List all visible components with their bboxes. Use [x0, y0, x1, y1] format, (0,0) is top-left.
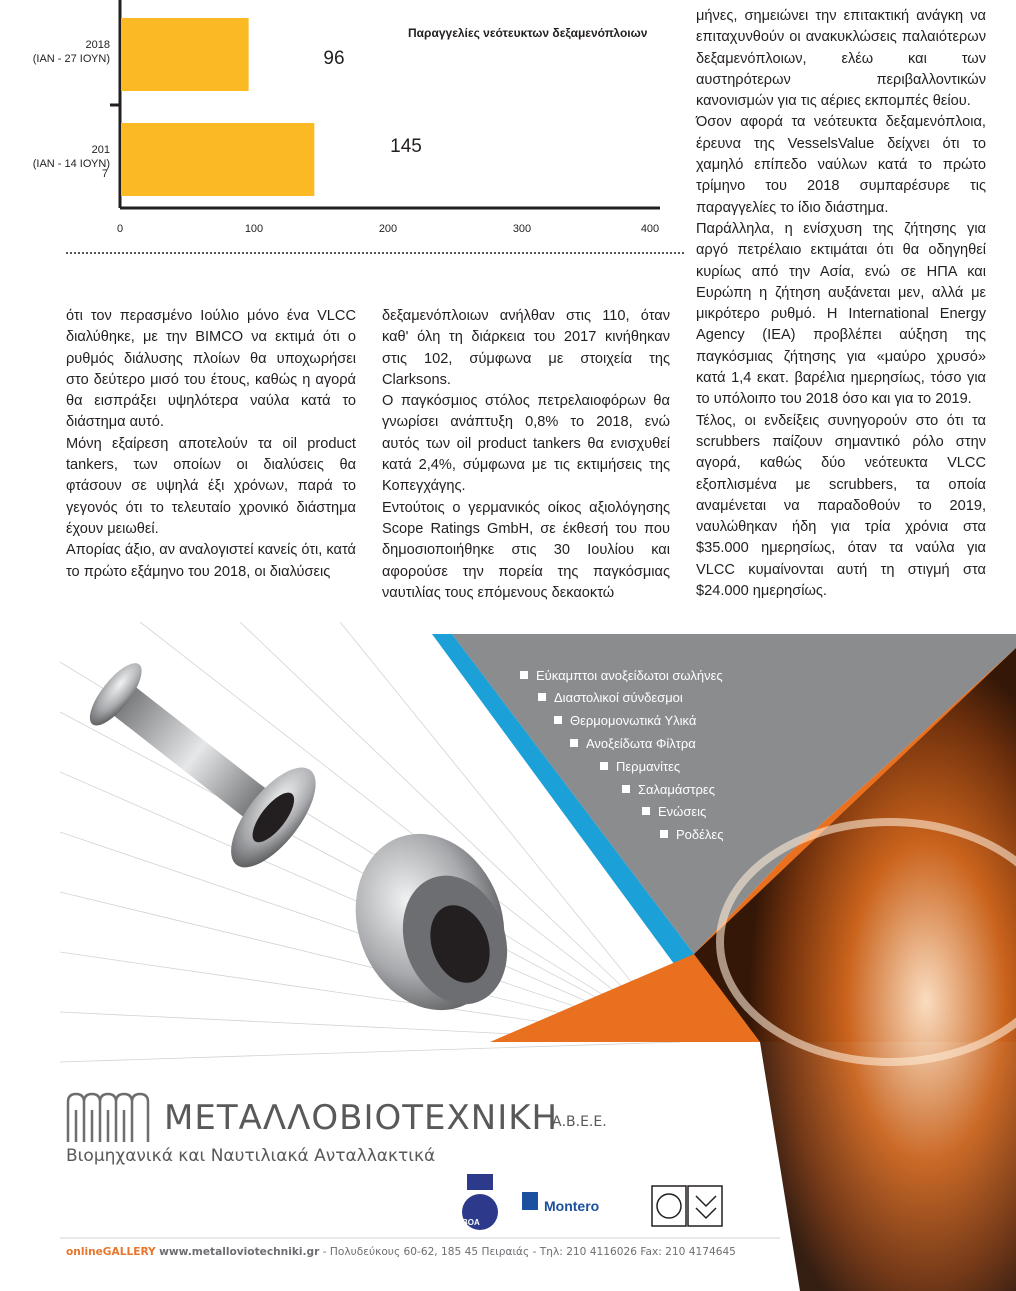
- contact-address: - Πολυδεύκους 60-62, 185 45 Πειραιάς - Τηλ: 210 4116026 Fax: 210 4174645: [319, 1246, 736, 1258]
- product-label: Σαλαμάστρες: [638, 782, 715, 797]
- montero-logo-mark: [522, 1192, 538, 1210]
- ad-footer: [66, 1246, 736, 1258]
- article-paragraph: Τέλος, οι ενδείξεις συνηγορούν στο ότι τα scrubbers παίζουν σημαντικό ρόλο στην αγορά, καθώς δύο νεότευκτα VLCC εξοπλισμένα με scrubbers, τα οποία αναμένεται να παραδοθούν το 2019, ναυλώθηκαν ήδη για τρία χρόνια στα $35.000 ημερησίως, όταν τα ναύλα για VLCC κυμαίνονται αυτή τη στιγμή στα $24.000 ημερησίως.: [696, 412, 986, 600]
- product-label: Ενώσεις: [658, 804, 707, 819]
- metalloviotechniki-advertisement: [60, 622, 1016, 1291]
- article-paragraph: Ο παγκόσμιος στόλος πετρελαιοφόρων θα γνωρίσει ανάπτυξη 0,8% το 2018, ενώ αυτός των oil product tankers θα ενισχυθεί κατά 2,4%, σύμφωνα με τις εκτιμήσεις της Κοπεγχάγης.: [382, 393, 670, 495]
- bullet-square-icon: [660, 830, 668, 838]
- online-gallery-label: onlineGALLERY: [66, 1246, 156, 1258]
- product-label: Περμανίτες: [616, 759, 681, 774]
- bullet-square-icon: [600, 762, 608, 770]
- product-item: [520, 668, 723, 683]
- category-label: 2018: [85, 39, 110, 51]
- montero-label: Montero: [544, 1198, 600, 1214]
- category-label: (ΙΑΝ - 14 ΙΟΥΝ): [32, 158, 110, 170]
- product-item: [660, 827, 724, 842]
- article-paragraph: Μόνη εξαίρεση αποτελούν τα oil product tankers, των οποίων οι διαλύσεις θα φτάσουν σε υψηλά έξι χρόνων, παρά το γεγονός ότι το τελευταίο χρονικό διάστημα έχουν μειωθεί.: [66, 435, 356, 537]
- product-list: [60, 622, 1016, 882]
- website-link[interactable]: www.metalloviotechniki.gr: [159, 1246, 320, 1258]
- article-paragraph: Απορίας άξιο, αν αναλογιστεί κανείς ότι, κατά το πρώτο εξάμηνο του 2018, οι διαλύσεις: [66, 542, 356, 580]
- category-label: 201: [91, 144, 110, 156]
- article-column-1: [66, 306, 356, 583]
- product-label: Ροδέλες: [676, 827, 724, 842]
- bullet-square-icon: [520, 671, 528, 679]
- article-paragraph: Εντούτοις ο γερμανικός οίκος αξιολόγησης Scope Ratings GmbH, σε έκθεσή του που δημοσιοποιήθηκε στις 30 Ιουλίου και αφορούσε την πορεία της παγκόσμιας ναυτιλίας τους επόμενους δεκαοκτώ: [382, 499, 670, 601]
- article-column-2: [382, 306, 670, 604]
- article-column-3: [696, 6, 986, 602]
- x-tick-label: 400: [640, 223, 660, 235]
- brand-block: [66, 1090, 666, 1166]
- product-label: Ανοξείδωτα Φίλτρα: [586, 736, 696, 751]
- bar: [121, 123, 314, 196]
- product-item: [622, 782, 715, 797]
- article-paragraph: μήνες, σημειώνει την επιτακτική ανάγκη να επιταχυνθούν οι ανακυκλώσεις παλαιότερων δεξαμενόπλοιων, ελέω και των αυστηρότερων περιβαλλοντικών κανονισμών για τις αέριες εκπομπές θείου.: [696, 8, 986, 110]
- product-label: Θερμομονωτικά Υλικά: [570, 713, 697, 728]
- product-item: [600, 759, 680, 774]
- chart-title: Παραγγελίες νεότευκτων δεξαμενόπλοιων: [408, 26, 648, 40]
- certification-badges: [652, 1186, 722, 1226]
- product-label: Εύκαμπτοι ανοξείδωτοι σωλήνες: [536, 668, 723, 683]
- product-item: [554, 713, 696, 728]
- article-paragraph: Όσον αφορά τα νεότευκτα δεξαμενόπλοια, έρευνα της VesselsValue δείχνει ότι το χαμηλό επίπεδο ναύλων κατά το πρώτο τρίμηνο του 2018 συμπαρέσυρε τις παραγγελίες το ίδιο διάστημα.: [696, 114, 986, 216]
- category-label: (ΙΑΝ - 27 ΙΟΥΝ): [32, 53, 110, 65]
- section-divider: [66, 252, 684, 254]
- product-item: [570, 736, 696, 751]
- article-paragraph: Παράλληλα, η ενίσχυση της ζήτησης για αργό πετρέλαιο εκτιμάται ότι θα οδηγηθεί κυρίως από την Ασία, ενώ σε ΗΠΑ και Ευρώπη η ζήτηση αυξάνεται μεν, αλλά με μικρότερο ρυθμό. Η International Energy Agency (IEA) προβλέπει αύξηση της παγκόσμιας ζήτησης για «μαύρο χρυσό» κατά 1,4 εκατ. βαρέλια ημερησίως, τόσο για το υπόλοιπο του 2018 όσο και για το 2019.: [696, 220, 986, 408]
- brand-name: ΜΕΤΑΛΛΟΒΙΟΤΕΧΝΙΚΗ: [164, 1098, 559, 1138]
- bullet-square-icon: [554, 716, 562, 724]
- x-tick-label: 300: [512, 223, 532, 235]
- bar-value-label: 145: [390, 136, 422, 157]
- x-tick-label: 0: [116, 223, 124, 235]
- product-item: [642, 804, 706, 819]
- brand-suffix: Α.Β.Ε.Ε.: [552, 1114, 607, 1130]
- bullet-square-icon: [570, 739, 578, 747]
- bar: [121, 18, 249, 91]
- article-paragraph: ότι τον περασμένο Ιούλιο μόνο ένα VLCC διαλύθηκε, με την BIMCO να εκτιμά ότι ο ρυθμός διάλυσης πλοίων θα υποχωρήσει στο δεύτερο μισό του έτους, καθώς η αγορά θα εισπράξει υψηλότερα ναύλα κατά το διάστημα αυτό.: [66, 308, 356, 431]
- bullet-square-icon: [622, 785, 630, 793]
- bar-value-label: 96: [323, 48, 345, 69]
- boa-label: BOA: [462, 1218, 480, 1227]
- newbuild-orders-chart: [0, 0, 680, 245]
- bullet-square-icon: [538, 693, 546, 701]
- brand-tagline: Βιομηχανικά και Ναυτιλιακά Ανταλλακτικά: [66, 1146, 436, 1166]
- x-tick-label: 200: [378, 223, 398, 235]
- category-label: 7: [101, 168, 108, 180]
- bullet-square-icon: [642, 807, 650, 815]
- article-paragraph: δεξαμενόπλοιων ανήλθαν στις 110, όταν καθ' όλη τη διάρκεια του 2017 κινήθηκαν στις 102, σύμφωνα με στοιχεία της Clarksons.: [382, 308, 670, 388]
- x-tick-label: 100: [244, 223, 264, 235]
- product-label: Διαστολικοί σύνδεσμοι: [554, 690, 683, 705]
- product-item: [538, 690, 683, 705]
